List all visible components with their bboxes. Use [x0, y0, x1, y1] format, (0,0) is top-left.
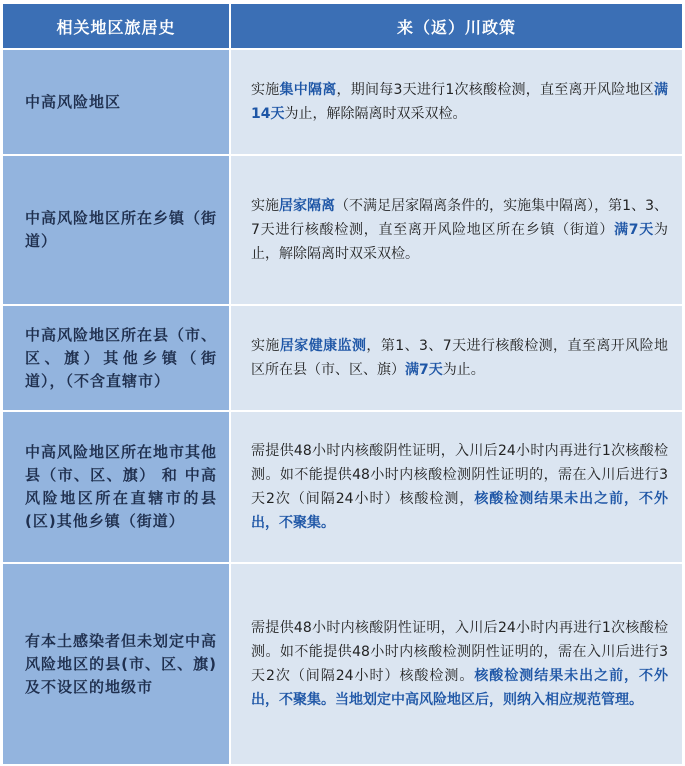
row1-region-text: 中高风险地区: [25, 92, 122, 111]
row4-region: [3, 412, 229, 562]
row5-policy-highlight: 核酸检测结果未出之前，不外出，不聚集。当地划定中高风险地区后，则纳入相应规范管理。: [251, 668, 669, 708]
row2-policy-text3: 为止，解除隔离时双采双检。: [251, 222, 668, 262]
row3-policy-text2: ，第1、3、7天进行核酸检测，直至离开风险地区所在县（市、区、旗）: [251, 338, 669, 378]
row2-policy-highlight2: 满7天: [614, 222, 654, 238]
travel-policy-table: [3, 4, 682, 762]
row4-policy-highlight: 核酸检测结果未出之前，不外出，不聚集。: [251, 491, 669, 531]
row4-region-text: 中高风险地区所在地市其他县（市、区、旗） 和 中高风险地区所在直辖市的县(区)其他乡镇（街道）: [25, 443, 218, 530]
row1-region: [3, 50, 229, 154]
row1-policy-highlight2: 满14天: [251, 82, 669, 122]
row3-policy: [231, 306, 682, 410]
row3-policy-text: 实施: [251, 338, 280, 354]
row4-policy: [231, 412, 682, 562]
row2-policy-text: 实施: [251, 198, 280, 214]
row1-policy-text2: ，期间每3天进行1次核酸检测，直至离开风险地区: [336, 82, 655, 98]
row1-policy-text: 实施: [251, 82, 280, 98]
row1-policy-text3: 为止，解除隔离时双采双检。: [284, 106, 467, 122]
row2-policy-highlight: 居家隔离: [279, 198, 336, 214]
row2-policy-text2: （不满足居家隔离条件的，实施集中隔离），第1、3、7天进行核酸检测，直至离开风险地区所在乡镇（街道）: [251, 198, 668, 238]
header-policy: 来（返）川政策: [231, 4, 682, 48]
row5-region-text: 有本土感染者但未划定中高风险地区的县(市、区、旗)及不设区的地级市: [25, 631, 218, 696]
row1-policy: [231, 50, 682, 154]
row3-policy-highlight2: 满7天: [405, 362, 443, 378]
header-region-history: 相关地区旅居史: [3, 4, 229, 48]
row1-policy-highlight: 集中隔离: [279, 82, 337, 98]
row2-policy: [231, 156, 682, 304]
row2-region: [3, 156, 229, 304]
row4-policy-text: 需提供48小时内核酸阴性证明，入川后24小时内再进行1次核酸检测。如不能提供48小时内核酸检测阴性证明的，需在入川后进行3天2次（间隔24小时）核酸检测，: [251, 443, 668, 507]
row5-policy-text: 需提供48小时内核酸阴性证明，入川后24小时内再进行1次核酸检测。如不能提供48小时内核酸检测阴性证明的，需在入川后进行3天2次（间隔24小时）核酸检测。: [251, 620, 668, 684]
row2-region-text: 中高风险地区所在乡镇（街道）: [25, 209, 218, 250]
row3-region-text: 中高风险地区所在县（市、区、旗）其他乡镇（街道），（不含直辖市）: [25, 325, 218, 390]
row5-policy: [231, 564, 682, 764]
row3-policy-text3: 为止。: [442, 362, 485, 378]
row5-region: [3, 564, 229, 764]
row3-region: [3, 306, 229, 410]
row3-policy-highlight: 居家健康监测: [279, 338, 367, 354]
